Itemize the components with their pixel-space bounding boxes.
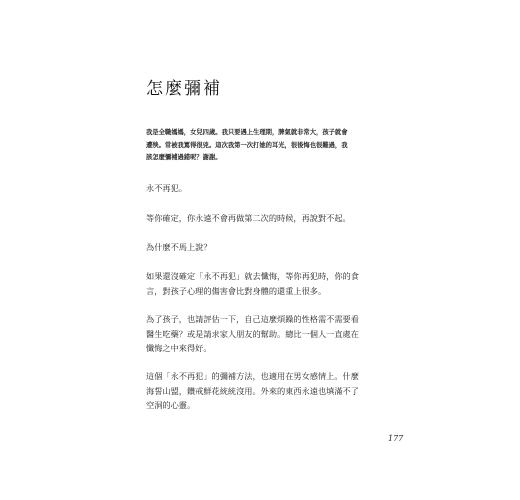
answer-paragraph	[146, 369, 376, 413]
chapter-title: 怎麼彌補	[146, 79, 222, 99]
paragraph-line: 如果還沒確定「永不再犯」就去懺悔，等你再犯時，你的食	[146, 271, 359, 281]
paragraph-line: 懺悔之中來得好。	[146, 343, 212, 353]
paragraph-line: 等你確定，你永遠不會再做第二次的時候，再說對不起。	[146, 213, 351, 223]
answer-paragraph	[146, 240, 376, 255]
paragraph-line: 為了孩子，也請評估一下，自己這麼煩躁的性格需不需要看	[146, 314, 359, 324]
paragraph-line: 言，對孩子心理的傷害會比對身體的還重上很多。	[146, 285, 327, 296]
paragraph-line: 永不再犯。	[146, 183, 187, 193]
paragraph-line: 空洞的心靈。	[146, 400, 196, 410]
paragraph-line: 為什麼不馬上說？	[146, 242, 212, 252]
answer-paragraph	[146, 181, 376, 196]
paragraph-line: 海誓山盟，鑽戒鮮花統統沒用。外來的東西永遠也填滿不了	[146, 385, 359, 396]
question-line: 該怎麼彌補過錯呢？謝謝。	[146, 154, 222, 161]
question-line: 遭殃。常被我罵得很兇。這次我第一次打她的耳光，很後悔也很難過，我	[146, 141, 348, 149]
answer-paragraph	[146, 211, 376, 226]
page-number: 177	[388, 434, 404, 443]
paragraph-line: 這個「永不再犯」的彌補方法，也適用在男女感情上。什麼	[146, 371, 359, 381]
paragraph-line: 醫生吃藥？或是請求家人朋友的幫助。總比一個人一直處在	[146, 328, 359, 339]
answer-paragraph	[146, 312, 376, 356]
reader-question	[146, 127, 374, 165]
question-line: 我是全職媽媽，女兒四歲。我只要遇上生理期，脾氣就非常大，孩子就會	[146, 129, 348, 136]
answer-paragraph	[146, 269, 376, 298]
